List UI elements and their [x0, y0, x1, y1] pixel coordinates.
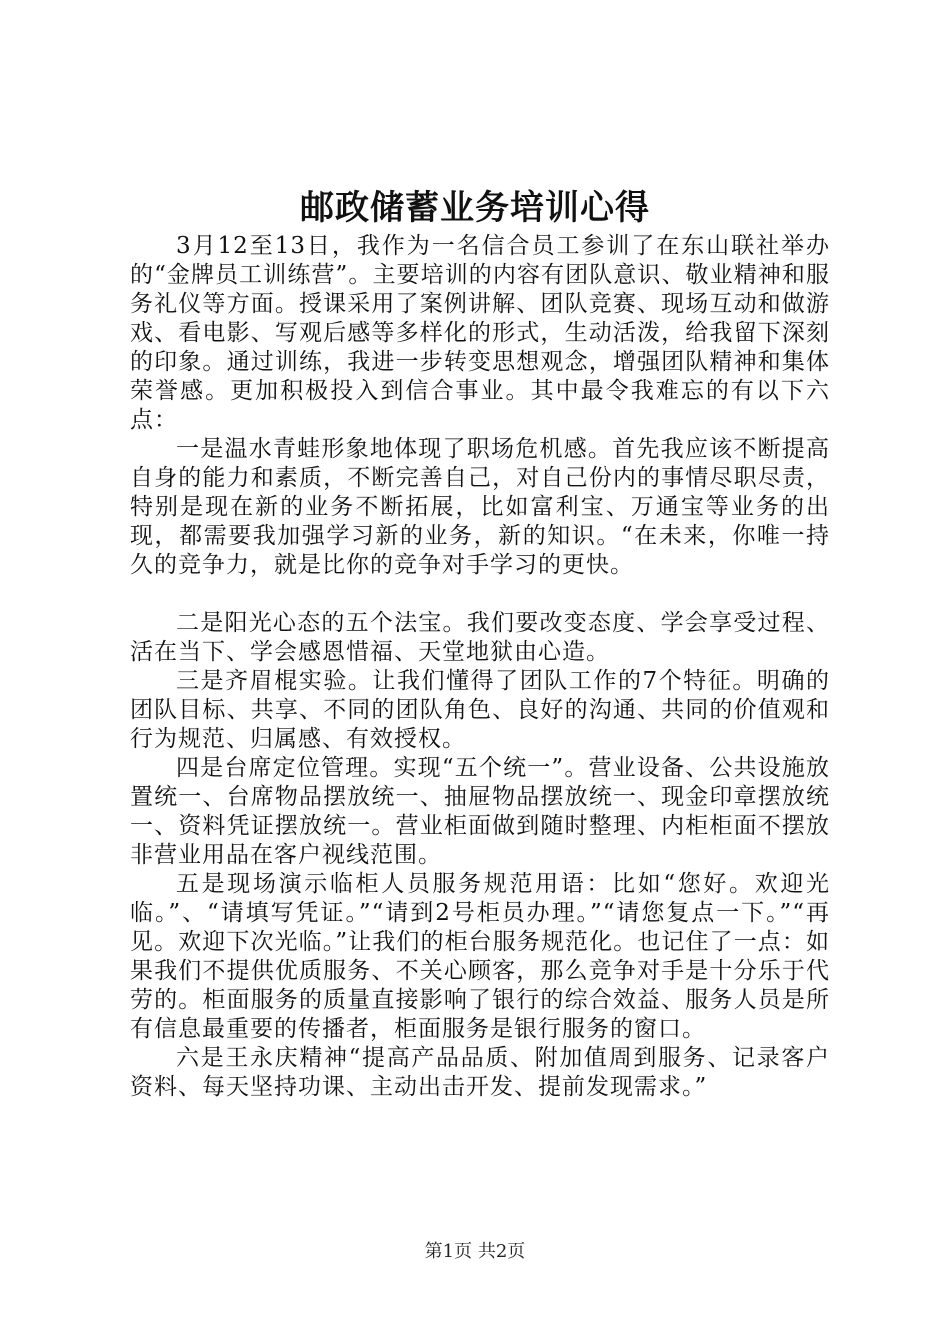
paragraph-point-6: 六是王永庆精神“提高产品品质、附加值周到服务、记录客户资料、每天坚持功课、主动出击开发、提前发现需求。”: [130, 1045, 830, 1100]
document-body: [130, 232, 830, 1102]
paragraph-intro: 3月12至13日，我作为一名信合员工参训了在东山联社举办的“金牌员工训练营”。主要培训的内容有团队意识、敬业精神和服务礼仪等方面。授课采用了案例讲解、团队竞赛、现场互动和做游戏、看电影、写观后感等多样化的形式，生动活泼，给我留下深刻的印象。通过训练，我进一步转变思想观念，增强团队精神和集体荣誉感。更加积极投入到信合事业。其中最令我难忘的有以下六点：: [130, 233, 830, 433]
paragraph-point-5: 五是现场演示临柜人员服务规范用语：比如“您好。欢迎光临。”、“请填写凭证。”“请到2号柜员办理。”“请您复点一下。”“再见。欢迎下次光临。”让我们的柜台服务规范化。也记住了一点：如果我们不提供优质服务、不关心顾客，那么竞争对手是十分乐于代劳的。柜面服务的质量直接影响了银行的综合效益、服务人员是所有信息最重要的传播者，柜面服务是银行服务的窗口。: [130, 871, 830, 1042]
paragraph-point-2: 二是阳光心态的五个法宝。我们要改变态度、学会享受过程、活在当下、学会感恩惜福、天堂地狱由心造。: [130, 610, 830, 665]
document-title: 邮政储蓄业务培训心得: [300, 188, 650, 228]
paragraph-point-3: 三是齐眉棍实验。让我们懂得了团队工作的7个特征。明确的团队目标、共享、不同的团队角色、良好的沟通、共同的价值观和行为规范、归属感、有效授权。: [130, 668, 830, 752]
paragraph-point-1: 一是温水青蛙形象地体现了职场危机感。首先我应该不断提高自身的能力和素质，不断完善自己，对自己份内的事情尽职尽责，特别是现在新的业务不断拓展，比如富利宝、万通宝等业务的出现，都需要我加强学习新的业务，新的知识。“在未来，你唯一持久的竞争力，就是比你的竞争对手学习的更快。: [130, 436, 830, 578]
page-number-footer: 第1页 共2页: [424, 1241, 526, 1262]
paragraph-point-4: 四是台席定位管理。实现“五个统一”。营业设备、公共设施放置统一、台席物品摆放统一、抽屉物品摆放统一、现金印章摆放统一、资料凭证摆放统一。营业柜面做到随时整理、内柜柜面不摆放非营业用品在客户视线范围。: [130, 755, 830, 868]
